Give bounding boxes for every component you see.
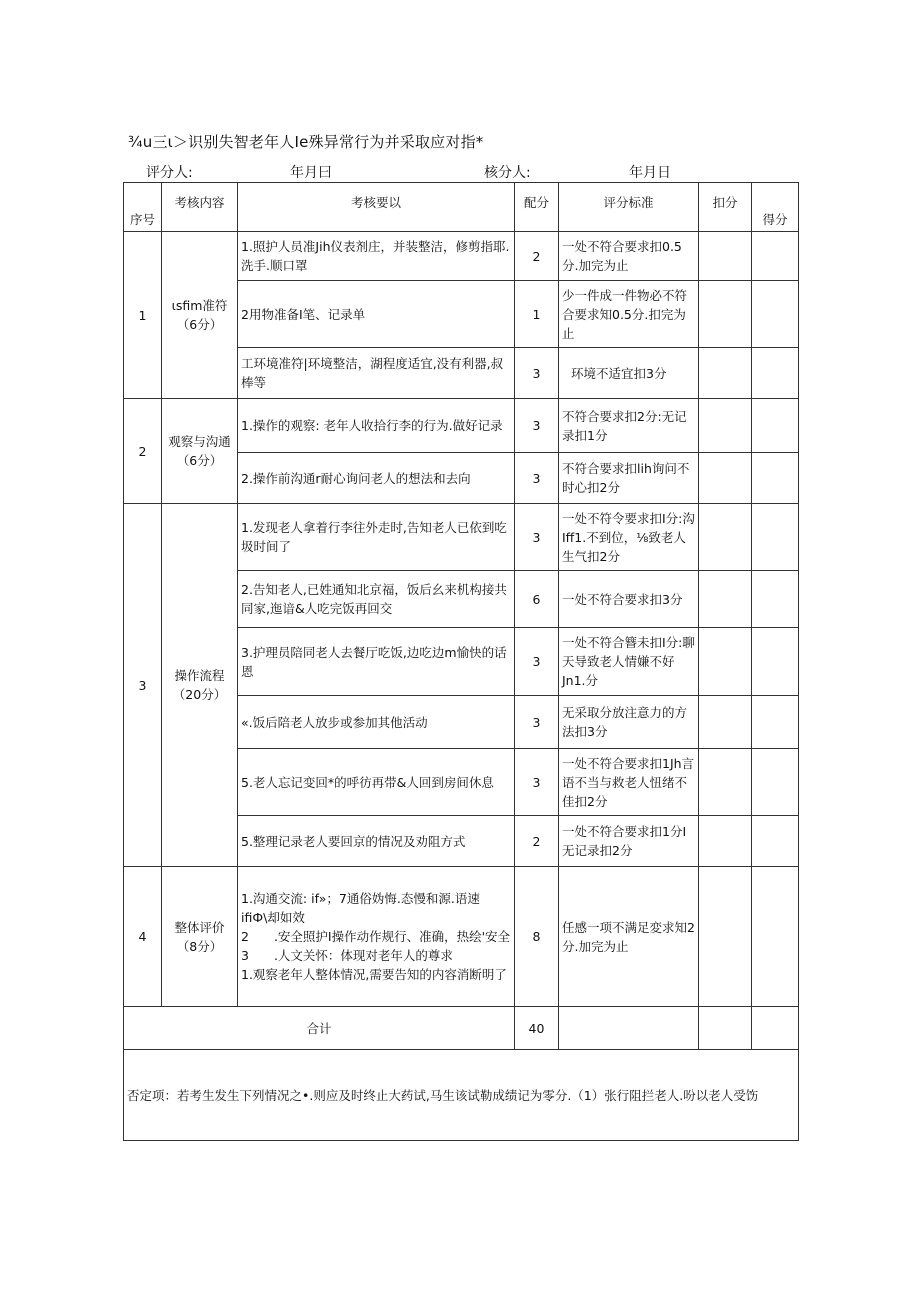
standard-cell: 不符合要求扣lih询问不时心扣2分 — [559, 453, 699, 504]
total-standard — [559, 1007, 699, 1050]
score-cell — [752, 867, 799, 1007]
group-content: 操作流程（20分） — [162, 504, 238, 867]
deduct-cell — [699, 232, 752, 281]
requirement-cell: 2.告知老人,已姓通知北京福，饭后幺来机构接共同家,迤谙&人吃完饭再回交 — [238, 571, 515, 628]
requirement-cell: 1.发现老人拿着行李往外走时,告知老人已依到吃圾时间了 — [238, 504, 515, 571]
group-no: 4 — [124, 867, 162, 1007]
checker-label: 核分人: — [484, 165, 531, 181]
points-cell: 3 — [515, 348, 559, 399]
header-no: 序号 — [124, 183, 162, 232]
deduct-cell — [699, 816, 752, 867]
group-content: ιsfim准符（6分） — [162, 232, 238, 399]
score-cell — [752, 399, 799, 453]
standard-cell: 一处不符合要求扣0.5分.加完为止 — [559, 232, 699, 281]
points-cell: 3 — [515, 399, 559, 453]
group-content: 观察与沟通（6分） — [162, 399, 238, 504]
standard-cell: 任感一项不满足変求知2分.加完为止 — [559, 867, 699, 1007]
points-cell: 3 — [515, 749, 559, 816]
table-row — [124, 399, 799, 453]
total-label: 合计 — [124, 1007, 515, 1050]
points-cell: 3 — [515, 696, 559, 749]
deduct-cell — [699, 281, 752, 348]
deduct-cell — [699, 453, 752, 504]
page-title: ¾u三ι＞识别失智老年人Ie殊异常行为并采取应对指* — [128, 133, 484, 151]
header-requirement: 考核要以 — [238, 183, 515, 232]
points-cell: 8 — [515, 867, 559, 1007]
score-cell — [752, 696, 799, 749]
standard-cell: 少一件成一件物必不符合要求知0.5分.扣完为止 — [559, 281, 699, 348]
deduct-cell — [699, 571, 752, 628]
group-no: 1 — [124, 232, 162, 399]
points-cell: 1 — [515, 281, 559, 348]
requirement-cell: «.饭后陪老人放步或参加其他活动 — [238, 696, 515, 749]
standard-cell: 不符合要求扣2分:无记录扣1分 — [559, 399, 699, 453]
requirement-cell: 工环境准符|环境整洁，湖程度适宜,没有利器,叔棒等 — [238, 348, 515, 399]
deduct-cell — [699, 504, 752, 571]
deduct-cell — [699, 348, 752, 399]
requirement-cell: 1.操作的观察: 老年人收拾行李的行为.做好记录 — [238, 399, 515, 453]
score-cell — [752, 816, 799, 867]
header-content: 考核内容 — [162, 183, 238, 232]
requirement-cell: 2.操作前沟通r耐心询问老人的想法和去向 — [238, 453, 515, 504]
header-row — [124, 183, 799, 232]
header-points: 配分 — [515, 183, 559, 232]
footnote: 否定项：若考生发生下列情况之•.则应及时终止大药试,马生该试勒成绩记为零分.（1）张行阻拦老人.吩以老人受饬 — [124, 1050, 799, 1141]
total-score — [752, 1007, 799, 1050]
standard-cell: 一处不符合簪未扣I分:聊天导致老人情嫌不好Jn1.分 — [559, 628, 699, 696]
score-cell — [752, 232, 799, 281]
header-standard: 评分标准 — [559, 183, 699, 232]
requirement-line: 1.沟通交流: if»；7通俗妫悔.态慢和源.语速ifiФ\却如效 — [241, 891, 480, 925]
scorer-date: 年月曰 — [290, 165, 332, 181]
points-cell: 2 — [515, 232, 559, 281]
requirement-cell: 2用物准备I笔、记录单 — [238, 281, 515, 348]
deduct-cell — [699, 749, 752, 816]
requirement-cell: 1.照护人员准Jih仪表剂庄，并装整洁，修剪指耶.洗手.顺口罩 — [238, 232, 515, 281]
header-deduct: 扣分 — [699, 183, 752, 232]
score-cell — [752, 628, 799, 696]
requirement-cell: 5.老人忘记变回*的呼彷再带&人回到房间休息 — [238, 749, 515, 816]
score-cell — [752, 281, 799, 348]
points-cell: 3 — [515, 453, 559, 504]
points-cell: 2 — [515, 816, 559, 867]
requirement-cell: 3.护理员陪同老人去餐厅吃饭,边吃边m愉快的话恩 — [238, 628, 515, 696]
score-cell — [752, 749, 799, 816]
total-deduct — [699, 1007, 752, 1050]
group-content: 整体评价（8分） — [162, 867, 238, 1007]
points-cell: 3 — [515, 628, 559, 696]
deduct-cell — [699, 399, 752, 453]
score-cell — [752, 504, 799, 571]
deduct-cell — [699, 867, 752, 1007]
requirement-line: 1.观察老年人整体情况,需要告知的内容消断明了 — [241, 967, 507, 982]
score-cell — [752, 453, 799, 504]
requirement-cell: 5.整理记录老人要回京的情况及劝阻方式 — [238, 816, 515, 867]
points-cell: 6 — [515, 571, 559, 628]
table-row — [124, 867, 799, 1007]
requirement-cell — [238, 867, 515, 1007]
deduct-cell — [699, 696, 752, 749]
scorer-label: 评分人: — [146, 165, 193, 181]
group-no: 2 — [124, 399, 162, 504]
footnote-row — [124, 1050, 799, 1141]
points-cell: 3 — [515, 504, 559, 571]
standard-cell: 一处不符合要求扣1Jh言语不当与救老人忸绪不佳扣2分 — [559, 749, 699, 816]
standard-cell: 无采取分放注意力的方法扣3分 — [559, 696, 699, 749]
table-row — [124, 504, 799, 571]
requirement-line: 2 .安全照护I操作动作规行、准确，热绘'安全 — [241, 929, 511, 944]
standard-cell: 一处不符令要求扣I分:沟Iff1.不到位，⅛致老人生气扣2分 — [559, 504, 699, 571]
deduct-cell — [699, 628, 752, 696]
score-cell — [752, 348, 799, 399]
checker-date: 年月日 — [629, 165, 671, 181]
score-cell — [752, 571, 799, 628]
group-no: 3 — [124, 504, 162, 867]
header-score: 得分 — [752, 183, 799, 232]
requirement-line: 3 .人文关怀：体现对老年人的尊求 — [241, 948, 453, 963]
total-row — [124, 1007, 799, 1050]
total-points: 40 — [515, 1007, 559, 1050]
standard-cell: 一处不符合要求扣3分 — [559, 571, 699, 628]
standard-cell: 环境不适宜扣3分 — [559, 348, 699, 399]
table-row — [124, 232, 799, 281]
assessment-table — [123, 182, 799, 1141]
standard-cell: 一处不符合要求扣1分I无记录扣2分 — [559, 816, 699, 867]
